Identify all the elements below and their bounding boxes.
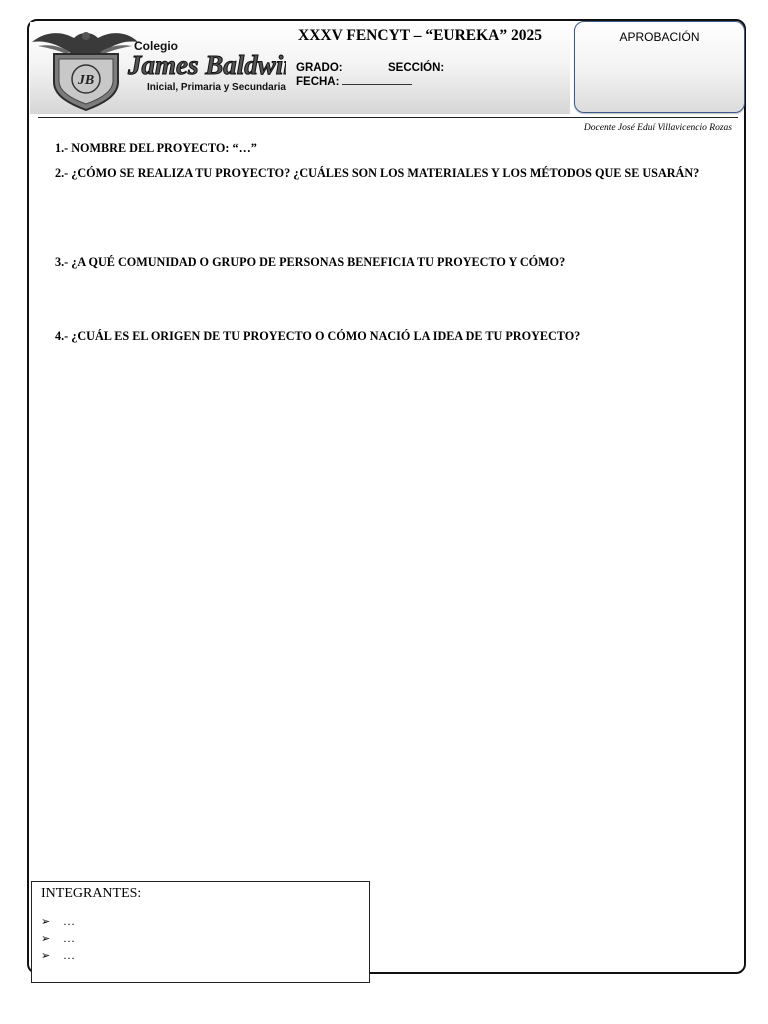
question-1: 1.- NOMBRE DEL PROYECTO: “…” [55,141,257,155]
svg-text:JB: JB [77,73,95,88]
svg-text:Inicial, Primaria y Secundaria: Inicial, Primaria y Secundaria [147,82,286,93]
list-item [41,947,75,964]
eagle-icon [32,32,138,54]
header-divider [38,117,738,118]
question-2: 2.- ¿CÓMO SE REALIZA TU PROYECTO? ¿CUÁLES SON LOS MATERIALES Y LOS MÉTODOS QUE SE USARÁN? [55,166,700,180]
members-title: INTEGRANTES: [41,886,142,901]
teacher-name: Docente José Eduí Villavicencio Rozas [583,123,732,133]
members-box [31,881,370,983]
grado-label: GRADO: [296,62,343,74]
arrowhead-bullet-icon: ➢ [41,915,51,928]
approval-label: APROBACIÓN [619,30,700,44]
page-frame [27,19,746,974]
member-name: … [63,914,75,928]
question-4: 4.- ¿CUÁL ES EL ORIGEN DE TU PROYECTO O CÓMO NACIÓ LA IDEA DE TU PROYECTO? [55,329,581,343]
list-item [41,913,75,930]
arrowhead-bullet-icon: ➢ [41,932,51,945]
svg-text:James Baldwin: James Baldwin [128,50,286,80]
fecha-label: FECHA: [296,76,340,88]
members-list [41,913,75,964]
question-3: 3.- ¿A QUÉ COMUNIDAD O GRUPO DE PERSONAS BENEFICIA TU PROYECTO Y CÓMO? [55,255,566,269]
approval-box [574,21,745,113]
fecha-blank-line[interactable] [342,75,412,85]
member-name: … [63,948,75,962]
school-logo [30,24,286,114]
student-info [296,61,444,89]
member-name: … [63,931,75,945]
seccion-label: SECCIÓN: [388,62,445,74]
arrowhead-bullet-icon: ➢ [41,949,51,962]
list-item [41,930,75,947]
page-title: XXXV FENCYT – “EUREKA” 2025 [298,27,543,44]
shield-icon [54,54,118,110]
svg-text:Colegio: Colegio [134,39,178,53]
